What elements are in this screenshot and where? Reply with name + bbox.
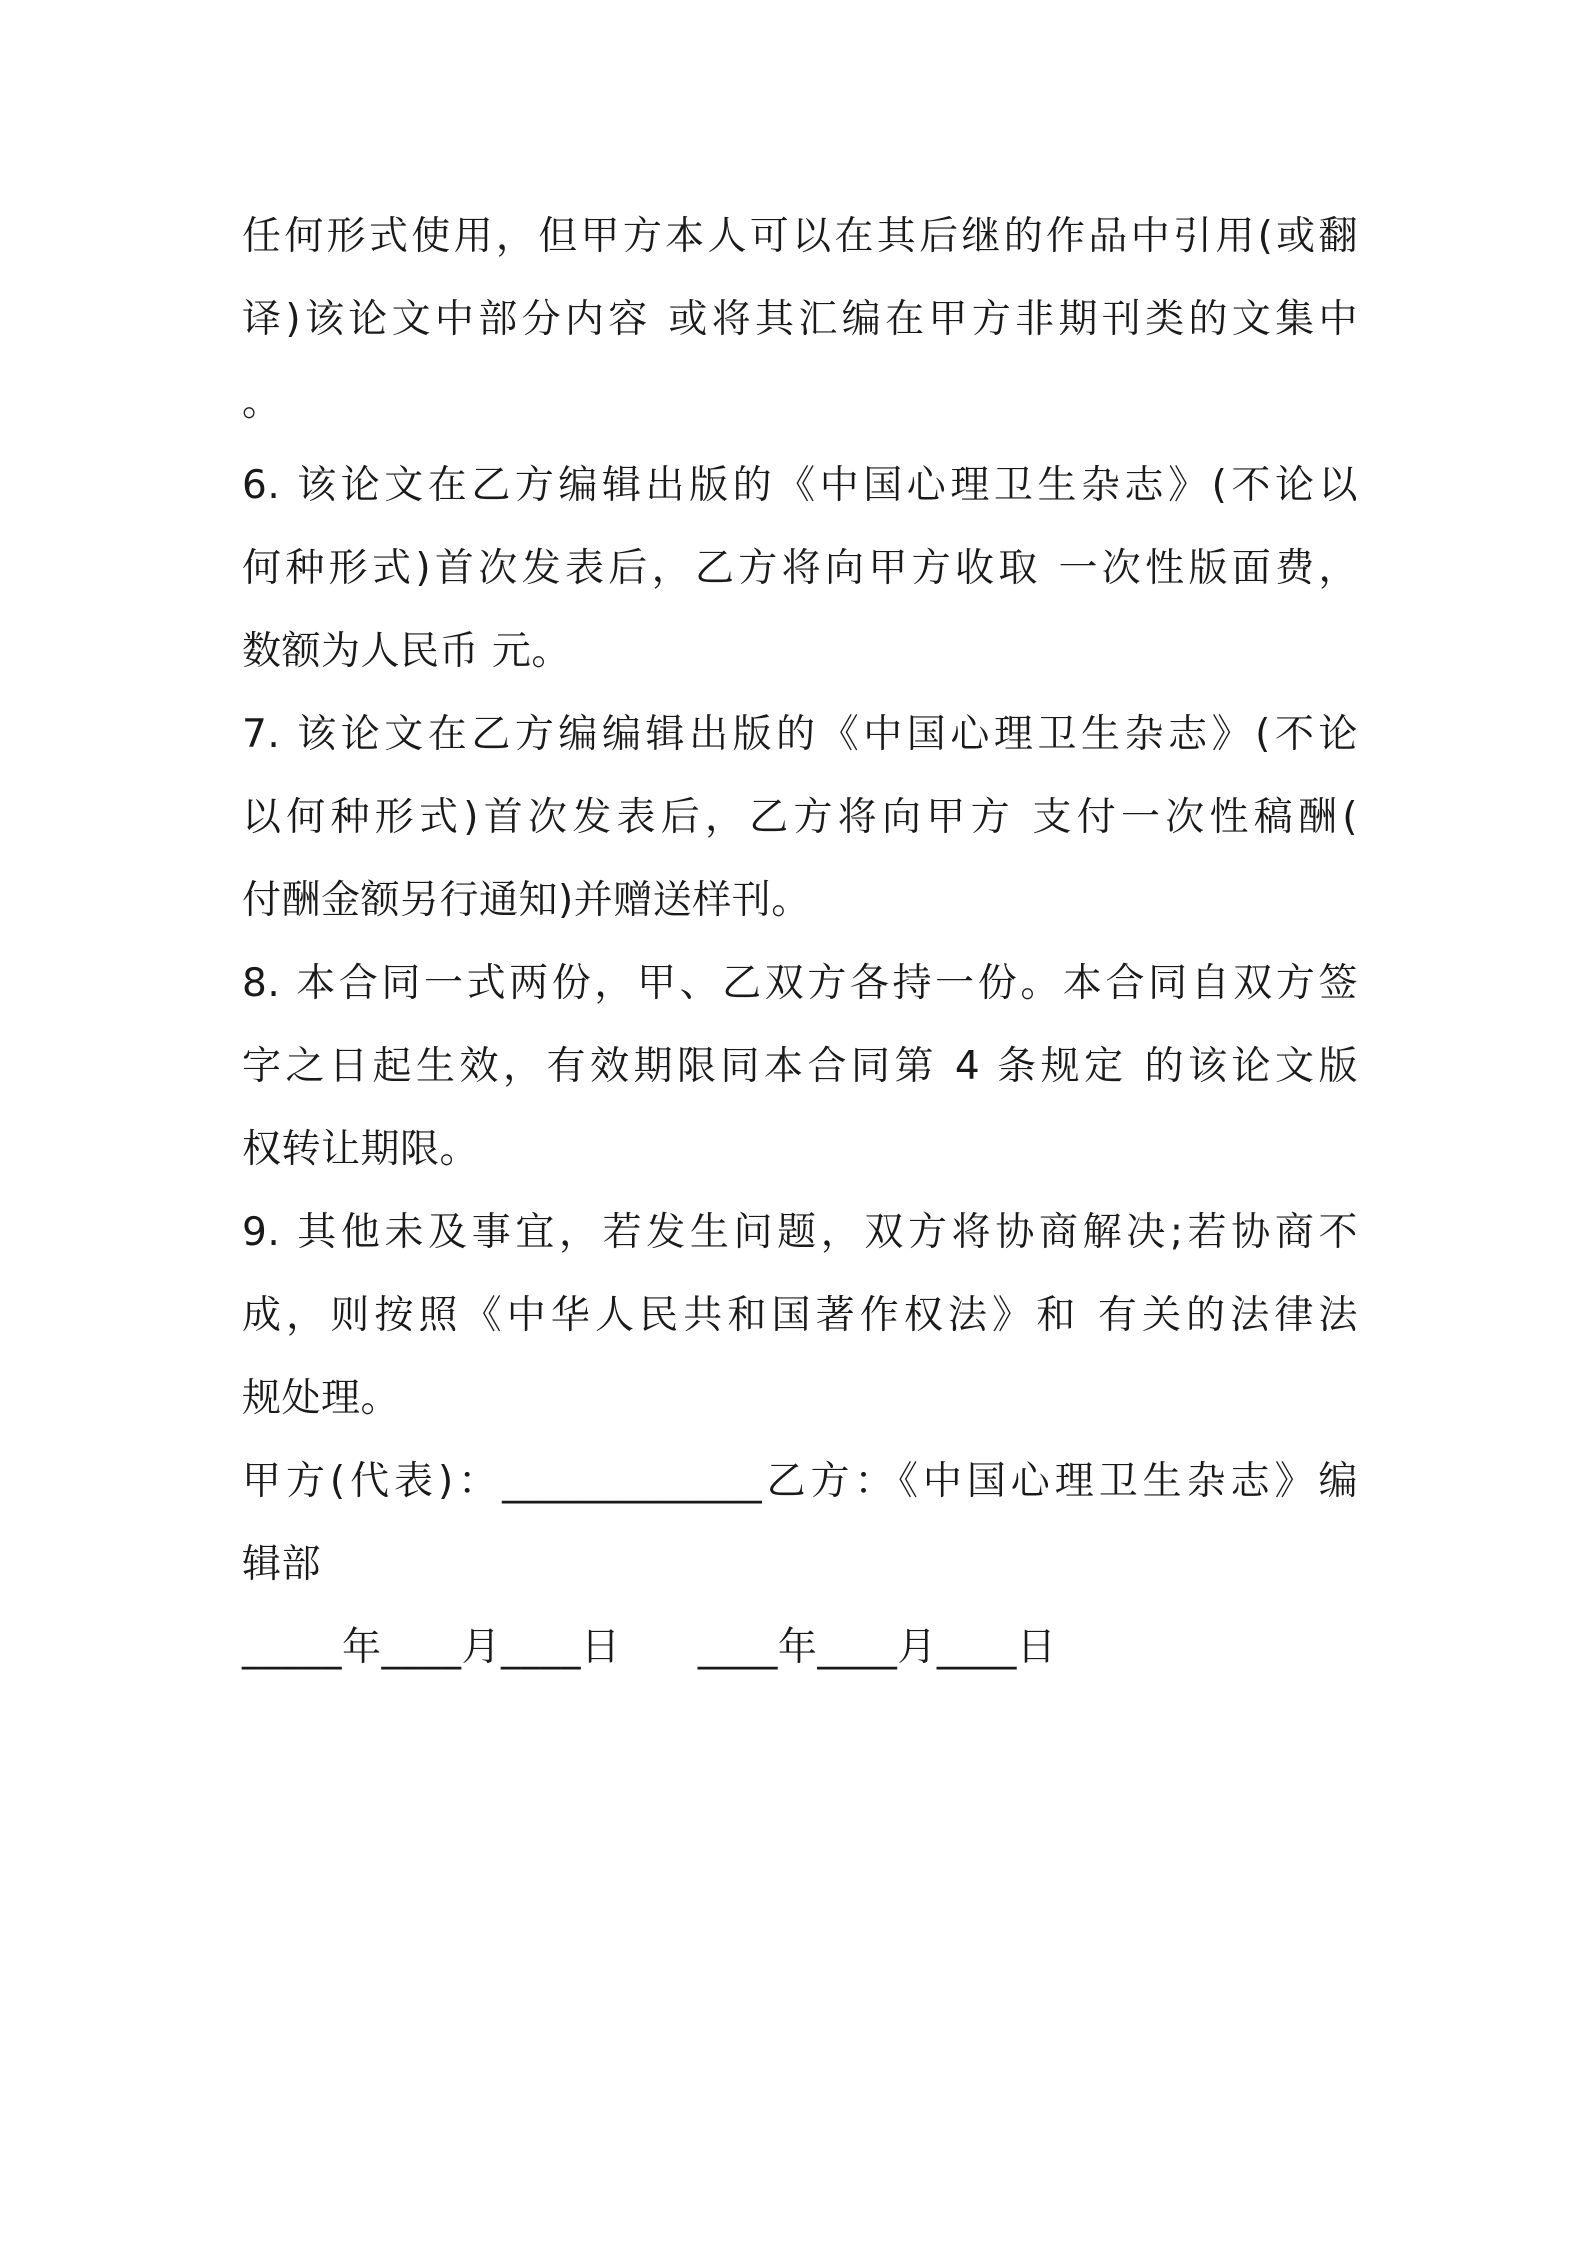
clause-8-line-1: 8. 本合同一式两份，甲、乙双方各持一份。本合同自双方签	[242, 961, 1358, 1006]
clause-5-continued-line-2: 译)该论文中部分内容 或将其汇编在甲方非期刊类的文集中	[242, 297, 1358, 342]
clause-8-line-2: 字之日起生效，有效期限同本合同第 4 条规定 的该论文版	[242, 1044, 1358, 1089]
clause-8-line-3: 权转让期限。	[242, 1127, 480, 1172]
signature-date-line: _____年____月____日 ____年____月____日	[242, 1625, 1057, 1670]
clause-9-line-1: 9. 其他未及事宜，若发生问题，双方将协商解决;若协商不	[242, 1210, 1358, 1255]
clause-7-line-2: 以何种形式)首次发表后，乙方将向甲方 支付一次性稿酬(	[242, 795, 1358, 840]
clause-6-line-3: 数额为人民币 元。	[242, 629, 571, 674]
signature-parties-line-2: 辑部	[242, 1542, 322, 1587]
clause-5-continued-line-3: 。	[242, 380, 282, 425]
clause-6-line-2: 何种形式)首次发表后，乙方将向甲方收取 一次性版面费，	[242, 546, 1358, 591]
signature-parties-line: 甲方(代表)：_____________乙方：《中国心理卫生杂志》编	[242, 1459, 1358, 1504]
clause-9-line-2: 成，则按照《中华人民共和国著作权法》和 有关的法律法	[242, 1293, 1358, 1338]
clause-6-line-1: 6. 该论文在乙方编辑出版的《中国心理卫生杂志》(不论以	[242, 463, 1358, 508]
clause-5-continued-line-1: 任何形式使用，但甲方本人可以在其后继的作品中引用(或翻	[242, 214, 1358, 259]
document-page	[242, 195, 1358, 1689]
clause-9-line-3: 规处理。	[242, 1376, 401, 1421]
clause-7-line-3: 付酬金额另行通知)并赠送样刊。	[242, 878, 811, 923]
clause-7-line-1: 7. 该论文在乙方编编辑出版的《中国心理卫生杂志》(不论	[242, 712, 1358, 757]
